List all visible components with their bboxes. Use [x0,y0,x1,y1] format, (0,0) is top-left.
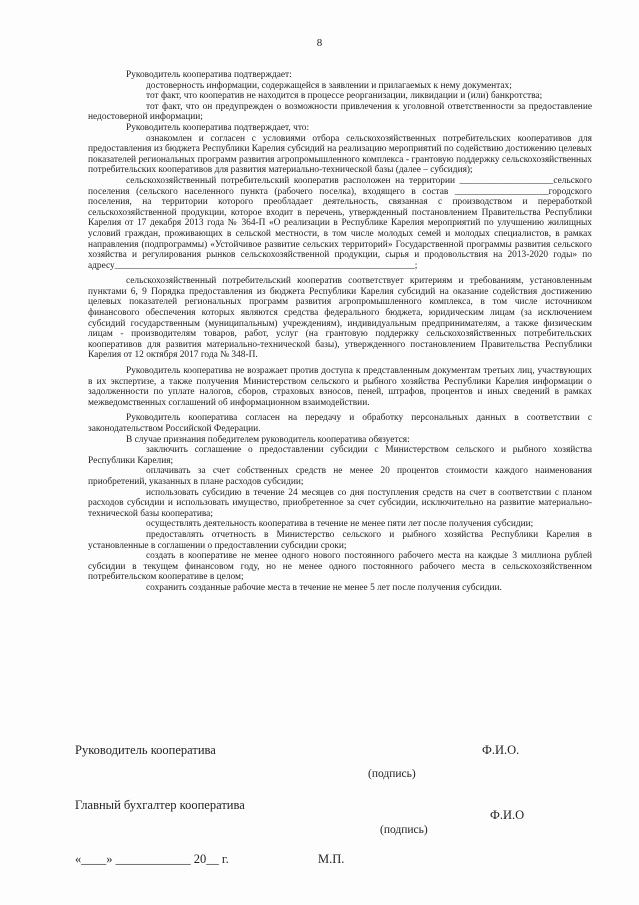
paragraph-keep-jobs: сохранить созданные рабочие места в течение не менее 5 лет после получения субсидии. [146,582,502,593]
accountant-sign-caption: (подпись) [380,824,428,836]
paragraph-jobs: создать в кооперативе не менее одного нового постоянного рабочего места на каждые 3 миллиона рублей субсидии в текущем финансовом году, но не менее одного постоянного рабочего места в сельскохозяйственном потребительском кооперативе в целом; [88,551,592,583]
paragraph-no-objection: Руководитель кооператива не возражает против доступа к представленным документам третьих лиц, участвующих в их экспертизе, а также получения Министерством сельского и рыбного хозяйства Республики Карелия информации о задолженности по уплате налогов, сборов, страховых взносов, пеней, штрафов, процентов и иных сведений в рамках межведомственных соглашений об информационном взаимодействии. [88,366,592,408]
paragraph-acquainted: ознакомлен и согласен с условиями отбора сельскохозяйственных потребительских кооперативов для предоставления из бюджета Республики Карелия субсидий на реализацию мероприятий по содействию достижению целевых показателей региональных программ развития агропромышленного комплекса - грантовую поддержку сельскохозяйственных потребительских кооперативов для развития материально-технической базы (далее – субсидия); [88,133,592,176]
accountant-fio: Ф.И.О [490,808,525,822]
chairman-fio: Ф.И.О. [482,743,520,757]
paragraph-confirm-that: Руководитель кооператива подтверждает, что: [126,122,310,133]
date-line: «____» ____________ 20__ г. [75,852,229,866]
chairman-label: Руководитель кооператива [75,743,216,757]
paragraph-personal-data: Руководитель кооператива согласен на передачу и обработку персональных данных в соответствии с законодательством Российской Федерации. [88,413,592,434]
paragraph-warned: тот факт, что он предупрежден о возможности привлечения к уголовной ответственности за предоставление недостоверной информации; [88,101,592,123]
paragraph-confirm-intro: Руководитель кооператива подтверждает: [126,70,292,80]
stamp-place: М.П. [318,852,345,866]
paragraph-reporting: предоставлять отчетность в Министерство сельского и рыбного хозяйства Республики Карелия в установленные в соглашении о предоставлении субсидии сроки; [88,529,592,551]
paragraph-no-reorganization: тот факт, что кооператив не находится в процессе реорганизации, ликвидации и (или) банкротства; [146,91,543,102]
paragraph-reliability: достоверность информации, содержащейся в заявлении и прилагаемых к нему документах; [146,80,512,91]
paragraph-obligations-intro: В случае признания победителем руководитель кооператива обязуется: [126,434,410,445]
paragraph-location: сельскохозяйственный потребительский кооператив расположен на территории ____________________сельского поселения (сельского населенного пункта (рабочего поселка), входящего в состав ____________________городского поселения, на территории которого преобладает деятельность, связанная с производством и переработкой сельскохозяйственной продукции, которое входит в перечень, утвержденный постановлением Правительства Республики Карелия от 17 декабря 2013 года № 364-П «О реализации в Республике Карелия мероприятий по улучшению жилищных условий граждан, проживающих в сельской местности, в том числе молодых семей и молодых специалистов, в рамках направления (подпрограммы) «Устойчивое развитие сельских территорий» Государственной программы развития сельского хозяйства и регулирования рынков сельскохозяйственной продукции, сырья и продовольствия на 2013-2020 годы» по адресу________________________________________________________________; [88,175,592,271]
document-body [88,70,592,594]
page-number: 8 [316,37,323,49]
chairman-sign-caption: (подпись) [368,768,416,780]
paragraph-cofinancing: оплачивать за счет собственных средств не менее 20 процентов стоимости каждого наименования приобретений, указанных в плане расходов субсидии; [88,466,592,487]
paragraph-use-subsidy: использовать субсидию в течение 24 месяцев со дня поступления средств на счет в соответствии с планом расходов субсидии и использовать имущество, приобретенное за счет субсидии, исключительно на развитие материально-технической базы кооператива; [88,487,592,519]
paragraph-agreement: заключить соглашение о предоставлении субсидии с Министерством сельского и рыбного хозяйства Республики Карелия; [88,445,592,466]
paragraph-criteria: сельскохозяйственный потребительский кооператив соответствует критериям и требованиям, установленным пунктами 6, 9 Порядка предоставления из бюджета Республики Карелия субсидий на оказание содействия достижению целевых показателей региональных программ развития агропромышленного комплекса, в том числе источником финансового обеспечения которых являются средства федерального бюджета, юридическим лицам (за исключением субсидий государственным (муниципальным) учреждениям), индивидуальным предпринимателям, а также физическим лицам - производителям товаров, работ, услуг (на грантовую поддержку сельскохозяйственных потребительских кооперативов для развития материально-технической базы), утвержденного постановлением Правительства Республики Карелия от 12 октября 2017 года № 348-П. [88,276,592,361]
paragraph-activity: осуществлять деятельность кооператива в течение не менее пяти лет после получения субсидии; [146,519,534,530]
accountant-label: Главный бухгалтер кооператива [75,798,245,812]
